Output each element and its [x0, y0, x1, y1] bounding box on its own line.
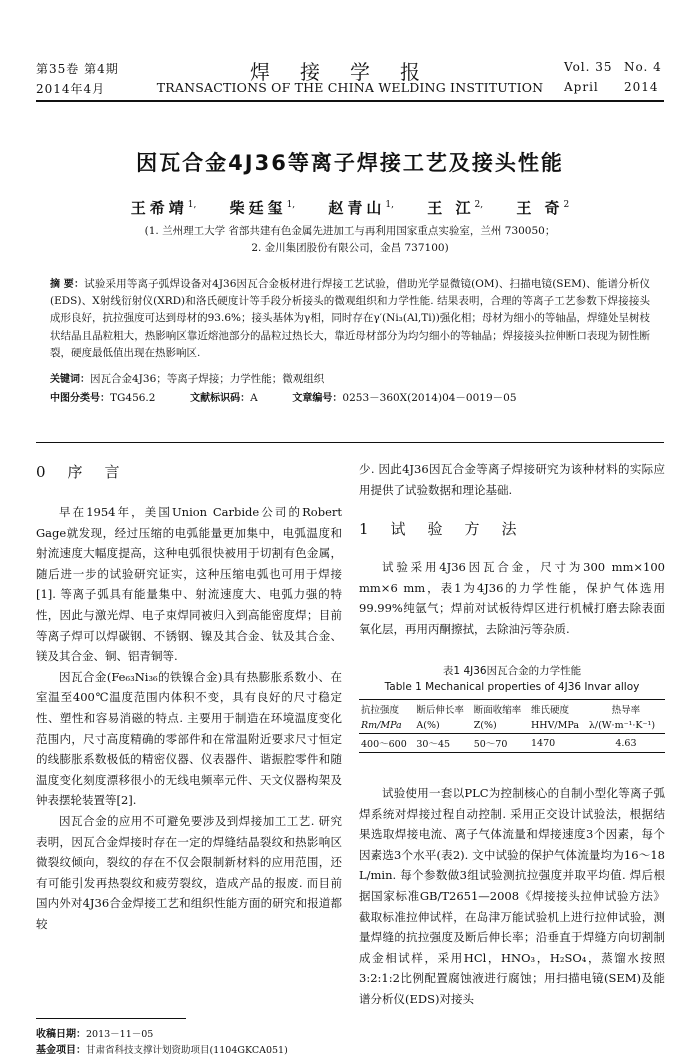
funding: 基金项目：甘肃省科技支撑计划资助项目(1104GKCA051) — [36, 1045, 288, 1056]
paragraph: 早在1954年，美国Union Carbide公司的Robert Gage就发现，经过压缩的电弧能量更加集中，电弧温度和射流速度大幅度提高，这种电弧很快被用于切割有色金属，随后进一步的试验研究证实，这种压缩电弧也可用于焊接[1]. 等离子弧具有能量集中、射流速度大、电弧力强的特性，因此与激光焊、电子束焊同被归入到高能密度焊；目前等离子焊可以焊碳钢、不锈钢、镍及其合金、钛及其合金、镁及其合金、铜、铝青铜等. — [36, 505, 342, 664]
author-name: 王 江$^{2,}$ — [427, 199, 484, 217]
right-col-top — [359, 459, 665, 500]
table-header: 断面收缩率 — [473, 705, 522, 716]
journal-title-cn: 焊接学报 — [250, 60, 450, 84]
journal-title-en: TRANSACTIONS OF THE CHINA WELDING INSTITUTION — [156, 80, 544, 95]
keywords-label: 关键词： — [50, 374, 90, 385]
header-rule — [36, 100, 664, 102]
clc-number: TG456.2 — [110, 392, 156, 404]
table-cell: 1470 — [531, 737, 556, 749]
intro-body — [36, 502, 342, 934]
author-name: 柴廷玺$^{1,}$ — [229, 199, 296, 217]
footnote-rule — [36, 1018, 186, 1019]
table-cell: 50～70 — [473, 739, 508, 750]
abstract-label: 摘 要： — [50, 279, 85, 290]
table-header: 断后伸长率 — [416, 705, 464, 716]
author-name: 赵青山$^{1,}$ — [328, 199, 395, 217]
author-list — [0, 197, 700, 218]
volume-en: Vol. 35 — [564, 60, 613, 74]
article-number: 0253－360X(2014)04－0019－05 — [342, 392, 517, 404]
section-intro-heading: 0 序言 — [36, 463, 142, 481]
issue-en: No. 4 — [624, 60, 662, 74]
table-header: HHV/MPa — [531, 720, 579, 731]
table-header: Z(%) — [473, 720, 497, 731]
month-en: April — [564, 80, 599, 94]
table-cell: 30～45 — [416, 739, 451, 750]
date-cn: 2014年4月 — [36, 82, 106, 96]
received-date: 收稿日期：2013－11－05 — [36, 1029, 154, 1040]
author-name: 王希靖$^{1,}$ — [130, 199, 197, 217]
table-header: 抗拉强度 — [361, 705, 400, 716]
mechanical-properties-table — [359, 699, 665, 753]
table-header: Rm/MPa — [361, 720, 402, 731]
table-header: 热导率 — [611, 705, 641, 716]
keywords-text: 因瓦合金4J36；等离子焊接；力学性能；微观组织 — [90, 373, 325, 385]
method-body — [359, 557, 665, 639]
keywords — [50, 370, 324, 386]
section-method-heading: 1 试验方法 — [359, 520, 539, 538]
affiliation-1: (1. 兰州理工大学 省部共建有色金属先进加工与再利用国家重点实验室，兰州 730050； — [144, 225, 556, 237]
table-header: A(%) — [416, 720, 440, 731]
affiliation-2: 2. 金川集团股份有限公司，金昌 737100) — [251, 242, 449, 254]
table-cell: 4.63 — [615, 737, 637, 749]
paragraph: 少. 因此4J36因瓦合金等离子焊接研究为该种材料的实际应用提供了试验数据和理论基础. — [359, 462, 665, 497]
table-header: λ/(W·m⁻¹·K⁻¹) — [588, 720, 656, 731]
paragraph: 因瓦合金(Fe₆₃Ni₃₆的铁镍合金)具有热膨胀系数小、在室温至400℃温度范围内体积不变，具有良好的尺寸稳定性、塑性和容易消磁的特点. 主要用于制造在环境温度变化范围内，尺寸高度精确的零部件和在常温附近要求尺寸恒定的线膨胀系数极低的精密仪器、仪表器件、谐振腔零件和随温度变化刻度漂移很小的无线电频率元件、天文仪器构架及钟表摆轮装置等[2]. — [36, 669, 342, 808]
paper-title: 因瓦合金4J36等离子焊接工艺及接头性能 — [136, 151, 564, 175]
paragraph: 试验使用一套以PLC为控制核心的自制小型化等离子弧焊系统对焊接过程自动控制. 采用正交设计试验法，根据结果选取焊接电流、离子气体流量和焊接速度3个因素，每个因素选3个水平(表2). 文中试验的保护气体流量均为16～18 L/min. 每个参数做3组试验测抗拉强度并取平均值. 焊后根据国家标准GB/T2651—2008《焊接接头拉伸试验方法》截取标准拉伸试样，在岛津万能试验机上进行拉伸试验，测量焊缝的抗拉强度及断后伸长率；沿垂直于焊缝方向切割制成金相试样，采用HCl，HNO₃，H₂SO₄，蒸馏水按照3:2:1:2比例配置腐蚀液进行腐蚀；用扫描电镜(SEM)及能谱分析仪(EDS)对接头 — [359, 786, 665, 1006]
volume-issue-cn: 第35卷 第4期 — [36, 62, 119, 76]
paragraph: 因瓦合金的应用不可避免要涉及到焊接加工工艺. 研究表明，因瓦合金焊接时存在一定的焊缝结晶裂纹和热影响区微裂纹倾向，裂纹的存在不仅会限制新材料的应用范围，还有可能引发再热裂纹和疲劳裂纹，造成产品的报废. 而目前国内外对4J36合金焊接工艺和组织性能方面的研究和报道都较 — [36, 813, 342, 931]
year-en: 2014 — [624, 80, 659, 94]
table-cell: 400～600 — [361, 739, 407, 750]
method-body-continued — [359, 783, 665, 1010]
abstract — [50, 276, 650, 362]
table-caption-en: Table 1 Mechanical properties of 4J36 Invar alloy — [384, 681, 640, 693]
classification-line: 中图分类号：TG456.2 文献标识码：A 文章编号：0253－360X(2014)04－0019－05 — [50, 392, 517, 404]
table-header: 维氏硬度 — [531, 705, 570, 716]
author-name: 王 奇$^2$ — [516, 199, 570, 217]
paragraph: 试验采用4J36因瓦合金，尺寸为300 mm×100 mm×6 mm，表1为4J36的力学性能，保护气体选用99.99%纯氩气；焊前对试板待焊区进行机械打磨去除表面氧化层，再用丙酮擦拭，去除油污等杂质. — [359, 560, 665, 636]
document-code: A — [250, 392, 258, 404]
table-caption-cn: 表1 4J36因瓦合金的力学性能 — [442, 665, 582, 677]
abstract-rule — [36, 442, 664, 443]
abstract-text: 试验采用等离子弧焊设备对4J36因瓦合金板材进行焊接工艺试验，借助光学显微镜(OM)、扫描电镜(SEM)、能谱分析仪(EDS)、X射线衍射仪(XRD)和洛氏硬度计等手段分析接头的微观组织和力学性能. 结果表明，合理的等离子工艺参数下焊接接头成形良好，抗拉强度可达到母材的93.6%；接头基体为γ相，同时存在γ′(Ni₃(Al,Ti))强化相；母材为细小的等轴晶，焊缝处呈树枝状结晶且晶粒粗大，热影响区靠近熔池部分的晶粒过热长大，靠近母材部分为均匀细小的等轴晶；焊接接头拉伸断口表现为韧性断裂，硬度最低值出现在热影响区. — [50, 278, 651, 359]
